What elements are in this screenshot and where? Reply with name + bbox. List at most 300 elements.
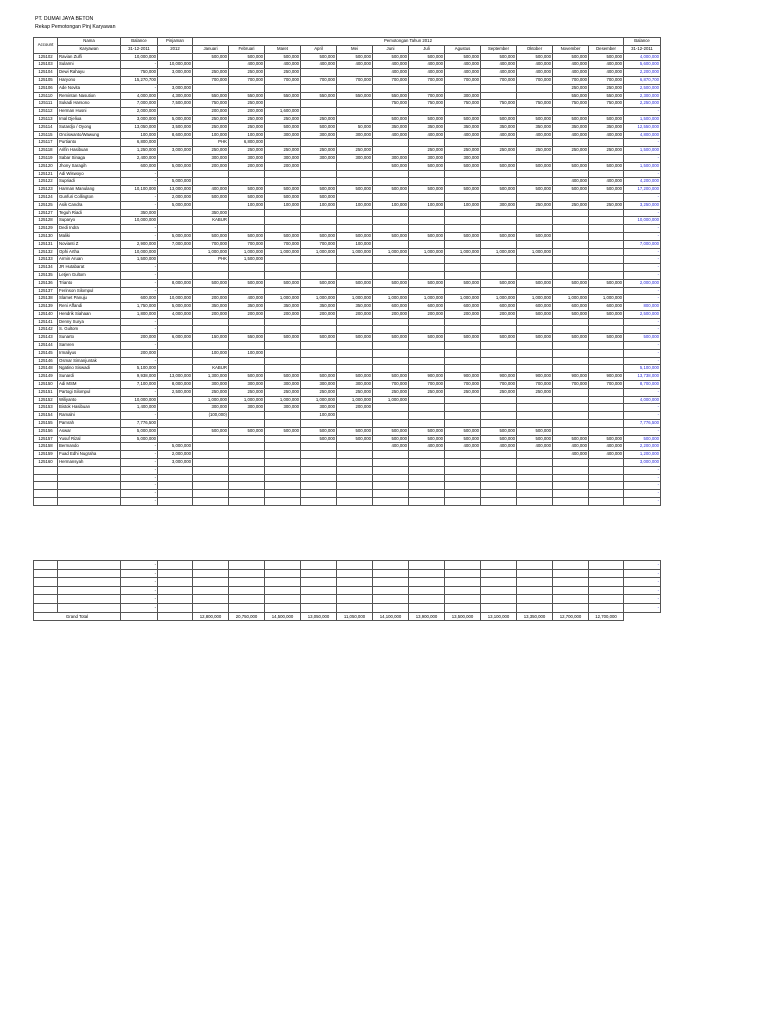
month-cell	[301, 209, 337, 217]
month-cell: 500,000	[409, 435, 445, 443]
balance-cell: 1,400,000	[121, 404, 158, 412]
month-cell: 400,000	[409, 69, 445, 77]
month-cell	[409, 256, 445, 264]
balance-cell: -	[121, 271, 158, 279]
balance-end-cell: 3,000,000	[624, 459, 661, 467]
month-cell	[553, 561, 589, 570]
month-cell	[373, 466, 409, 474]
balance-end-cell: 4,800,000	[624, 131, 661, 139]
account-cell: 125141	[34, 318, 58, 326]
name-cell: Arifin Hasibuan	[58, 147, 121, 155]
month-cell	[301, 162, 337, 170]
account-cell: 125150	[34, 381, 58, 389]
month-cell: 6,800,000	[229, 139, 265, 147]
month-cell	[517, 420, 553, 428]
month-cell	[409, 420, 445, 428]
table-row	[34, 217, 661, 225]
month-cell: 500,000	[409, 279, 445, 287]
month-cell: 500,000	[265, 193, 301, 201]
pinjaman-cell	[158, 435, 193, 443]
name-cell: Sunarto	[58, 334, 121, 342]
name-cell: Ade Novita	[58, 84, 121, 92]
month-cell: 700,000	[445, 381, 481, 389]
table-row	[34, 279, 661, 287]
month-cell: 550,000	[337, 92, 373, 100]
month-cell	[301, 595, 337, 604]
pinjaman-cell: 5,000,000	[158, 178, 193, 186]
month-cell: 600,000	[409, 303, 445, 311]
month-cell: 250,000	[589, 147, 624, 155]
balance-cell: -	[121, 287, 158, 295]
month-cell	[517, 466, 553, 474]
account-cell: 125153	[34, 404, 58, 412]
month-cell: 400,000	[445, 69, 481, 77]
month-cell	[517, 240, 553, 248]
name-cell: Letjen Gultom	[58, 271, 121, 279]
month-cell	[517, 225, 553, 233]
month-cell: 500,000	[373, 115, 409, 123]
account-cell: 125102	[34, 53, 58, 61]
month-cell: 400,000	[553, 178, 589, 186]
month-cell	[301, 569, 337, 578]
name-cell: Samren	[58, 342, 121, 350]
month-cell	[553, 232, 589, 240]
month-cell	[517, 209, 553, 217]
month-cell	[265, 578, 301, 587]
month-cell: 900,000	[445, 373, 481, 381]
balance-cell: 7,776,500	[121, 420, 158, 428]
month-cell	[373, 498, 409, 506]
month-cell: 500,000	[553, 435, 589, 443]
name-cell: Adi Wiswoyo	[58, 170, 121, 178]
pinjaman-cell	[158, 578, 193, 587]
month-cell	[229, 357, 265, 365]
pinjaman-cell	[158, 365, 193, 373]
month-cell	[373, 595, 409, 604]
month-cell	[517, 396, 553, 404]
balance-end-cell: 2,200,000	[624, 443, 661, 451]
month-cell: 200,000	[229, 108, 265, 116]
balance-cell: -	[121, 193, 158, 201]
month-cell	[553, 603, 589, 612]
month-cell: 500,000	[265, 186, 301, 194]
month-cell	[589, 482, 624, 490]
month-cell	[229, 482, 265, 490]
grand-total-month: 13,500,000	[445, 612, 481, 621]
balance-end-cell: -	[624, 154, 661, 162]
table-row	[34, 396, 661, 404]
month-cell	[589, 404, 624, 412]
month-cell	[517, 578, 553, 587]
name-cell: Aswar	[58, 427, 121, 435]
col-balance-end-date: 31-12-2011	[624, 45, 661, 53]
month-cell	[265, 100, 301, 108]
month-cell	[445, 271, 481, 279]
month-cell	[337, 595, 373, 604]
month-cell	[373, 586, 409, 595]
month-cell	[553, 474, 589, 482]
month-cell: 1,000,000	[373, 396, 409, 404]
month-cell: 500,000	[517, 186, 553, 194]
month-cell	[553, 482, 589, 490]
balance-end-cell: 7,776,500	[624, 420, 661, 428]
name-cell: Wiliyanto	[58, 396, 121, 404]
month-cell: 200,000	[229, 162, 265, 170]
month-cell	[481, 412, 517, 420]
month-cell: 350,000	[265, 303, 301, 311]
month-cell	[481, 578, 517, 587]
month-cell	[373, 256, 409, 264]
balance-cell: 6,800,000	[121, 139, 158, 147]
month-cell	[193, 264, 229, 272]
table-row	[34, 287, 661, 295]
pinjaman-cell: 5,000,000	[158, 303, 193, 311]
month-cell	[373, 225, 409, 233]
month-cell	[337, 498, 373, 506]
month-cell	[409, 412, 445, 420]
balance-end-cell: -	[624, 326, 661, 334]
pinjaman-cell: 5,000,000	[158, 162, 193, 170]
month-cell	[265, 84, 301, 92]
account-cell: 125117	[34, 139, 58, 147]
month-cell	[193, 61, 229, 69]
month-cell	[229, 569, 265, 578]
balance-cell: 15,270,700	[121, 76, 158, 84]
col-month: Desember	[589, 45, 624, 53]
month-cell	[589, 388, 624, 396]
account-cell: 125112	[34, 108, 58, 116]
month-cell: 300,000	[445, 154, 481, 162]
balance-end-cell: -	[624, 427, 661, 435]
month-cell	[517, 108, 553, 116]
month-cell	[445, 326, 481, 334]
month-cell	[481, 404, 517, 412]
month-cell	[301, 466, 337, 474]
balance-cell: 350,000	[121, 209, 158, 217]
month-cell: 500,000	[517, 427, 553, 435]
name-cell	[58, 498, 121, 506]
month-cell: 1,000,000	[265, 396, 301, 404]
name-cell	[58, 561, 121, 570]
account-cell: 125115	[34, 131, 58, 139]
month-cell: 500,000	[589, 115, 624, 123]
month-cell: 200,000	[265, 310, 301, 318]
month-cell	[193, 420, 229, 428]
col-balance: Balance	[121, 38, 158, 46]
account-cell	[34, 561, 58, 570]
month-cell: 500,000	[265, 53, 301, 61]
pinjaman-cell: 8,600,000	[158, 131, 193, 139]
month-cell	[553, 217, 589, 225]
pinjaman-cell	[158, 264, 193, 272]
month-cell	[301, 342, 337, 350]
balance-end-cell: -	[624, 603, 661, 612]
month-cell: 250,000	[193, 123, 229, 131]
month-cell: 1,000,000	[229, 248, 265, 256]
table-row	[34, 373, 661, 381]
month-cell	[409, 595, 445, 604]
balance-end-cell: -	[624, 569, 661, 578]
month-cell	[517, 271, 553, 279]
month-cell: 250,000	[229, 69, 265, 77]
name-cell: Ophi Artha	[58, 248, 121, 256]
month-cell	[445, 264, 481, 272]
month-cell	[445, 318, 481, 326]
month-cell: 500,000	[373, 232, 409, 240]
pinjaman-cell	[158, 248, 193, 256]
month-cell	[373, 482, 409, 490]
balance-cell: -	[121, 84, 158, 92]
month-cell	[409, 466, 445, 474]
month-cell	[337, 357, 373, 365]
month-cell: 750,000	[481, 100, 517, 108]
month-cell	[229, 474, 265, 482]
month-cell	[481, 256, 517, 264]
month-cell	[445, 561, 481, 570]
month-cell	[481, 217, 517, 225]
balance-end-cell: -	[624, 170, 661, 178]
pinjaman-cell	[158, 474, 193, 482]
month-cell: 500,000	[337, 232, 373, 240]
balance-end-cell: -	[624, 357, 661, 365]
month-cell: 350,000	[445, 123, 481, 131]
month-cell	[409, 365, 445, 373]
balance-end-cell: -	[624, 498, 661, 506]
month-cell: 600,000	[589, 303, 624, 311]
month-cell	[553, 318, 589, 326]
month-cell: 700,000	[553, 381, 589, 389]
month-cell	[553, 209, 589, 217]
month-cell: 500,000	[229, 186, 265, 194]
month-cell: 500,000	[301, 232, 337, 240]
table-row	[34, 139, 661, 147]
month-cell	[517, 586, 553, 595]
balance-cell: 100,000	[121, 131, 158, 139]
month-cell	[265, 482, 301, 490]
month-cell	[481, 482, 517, 490]
month-cell: 1,300,000	[193, 373, 229, 381]
month-cell	[229, 287, 265, 295]
month-cell: 500,000	[409, 334, 445, 342]
month-cell: 550,000	[553, 92, 589, 100]
month-cell	[589, 271, 624, 279]
table-row	[34, 209, 661, 217]
month-cell	[193, 318, 229, 326]
month-cell: 300,000	[301, 154, 337, 162]
account-cell	[34, 603, 58, 612]
month-cell: 300,000	[445, 92, 481, 100]
pinjaman-cell	[158, 396, 193, 404]
month-cell: 400,000	[589, 178, 624, 186]
month-cell	[229, 178, 265, 186]
month-cell: 700,000	[229, 240, 265, 248]
month-cell: 350,000	[337, 303, 373, 311]
month-cell: KABUR	[193, 365, 229, 373]
table-row	[34, 248, 661, 256]
month-cell: 500,000	[481, 162, 517, 170]
month-cell	[229, 603, 265, 612]
account-cell: 125146	[34, 357, 58, 365]
month-cell	[589, 349, 624, 357]
account-cell: 125152	[34, 396, 58, 404]
month-cell	[517, 139, 553, 147]
month-cell: 100,000	[337, 201, 373, 209]
month-cell: 500,000	[553, 53, 589, 61]
month-cell	[301, 586, 337, 595]
month-cell: 400,000	[553, 131, 589, 139]
month-cell	[589, 459, 624, 467]
month-cell	[481, 170, 517, 178]
pinjaman-cell: 8,000,000	[158, 381, 193, 389]
table-row	[34, 310, 661, 318]
table-row	[34, 435, 661, 443]
month-cell	[265, 225, 301, 233]
name-cell: JR Hutabarat	[58, 264, 121, 272]
table-row	[34, 240, 661, 248]
summary-row	[34, 586, 661, 595]
month-cell	[229, 586, 265, 595]
month-cell: 500,000	[373, 435, 409, 443]
month-cell: 500,000	[517, 232, 553, 240]
month-cell	[553, 420, 589, 428]
month-cell	[409, 326, 445, 334]
month-cell	[589, 209, 624, 217]
pinjaman-cell: 10,000,000	[158, 295, 193, 303]
month-cell	[229, 318, 265, 326]
month-cell	[553, 412, 589, 420]
month-cell	[337, 586, 373, 595]
month-cell: 500,000	[589, 186, 624, 194]
month-cell	[517, 474, 553, 482]
month-cell: 700,000	[589, 381, 624, 389]
name-cell: Irmaliyus	[58, 349, 121, 357]
account-cell: 125149	[34, 373, 58, 381]
month-cell: 400,000	[553, 443, 589, 451]
month-cell: 550,000	[373, 92, 409, 100]
month-cell: 250,000	[229, 123, 265, 131]
account-cell: 125120	[34, 162, 58, 170]
month-cell	[445, 451, 481, 459]
month-cell	[553, 498, 589, 506]
month-cell	[193, 201, 229, 209]
month-cell	[589, 225, 624, 233]
col-balance-end: Balance	[624, 38, 661, 46]
account-cell: 125156	[34, 427, 58, 435]
balance-end-cell: 5,100,000	[624, 365, 661, 373]
month-cell	[301, 451, 337, 459]
pinjaman-cell	[158, 326, 193, 334]
balance-end-cell: -	[624, 256, 661, 264]
month-cell	[337, 162, 373, 170]
month-cell: 750,000	[553, 100, 589, 108]
pinjaman-cell: 4,300,000	[158, 92, 193, 100]
month-cell	[337, 466, 373, 474]
balance-cell: 7,000,000	[121, 100, 158, 108]
month-cell	[481, 326, 517, 334]
month-cell	[229, 342, 265, 350]
month-cell: 500,000	[193, 232, 229, 240]
account-cell	[34, 595, 58, 604]
month-cell	[193, 84, 229, 92]
balance-cell: -	[121, 490, 158, 498]
month-cell	[337, 569, 373, 578]
account-cell: 125135	[34, 271, 58, 279]
balance-end-cell: -	[624, 295, 661, 303]
month-cell	[445, 490, 481, 498]
month-cell: 250,000	[193, 69, 229, 77]
month-cell	[265, 490, 301, 498]
month-cell	[481, 318, 517, 326]
month-cell	[481, 561, 517, 570]
month-cell: 1,000,000	[589, 295, 624, 303]
month-cell: PHK	[193, 139, 229, 147]
account-cell: 125131	[34, 240, 58, 248]
balance-cell: -	[121, 264, 158, 272]
month-cell	[229, 435, 265, 443]
month-cell	[265, 326, 301, 334]
balance-end-cell: -	[624, 388, 661, 396]
balance-cell: -	[121, 61, 158, 69]
grand-total-row	[34, 612, 661, 621]
month-cell: 400,000	[193, 186, 229, 194]
name-cell: Pamrah	[58, 420, 121, 428]
month-cell	[445, 139, 481, 147]
month-cell	[517, 490, 553, 498]
pinjaman-cell: 3,000,000	[158, 147, 193, 155]
account-cell: 125118	[34, 147, 58, 155]
month-cell: 250,000	[517, 388, 553, 396]
balance-cell: -	[121, 318, 158, 326]
name-cell: Novianti Z	[58, 240, 121, 248]
month-cell	[553, 595, 589, 604]
month-cell	[265, 474, 301, 482]
month-cell	[193, 451, 229, 459]
month-cell: 1,000,000	[337, 396, 373, 404]
name-cell: Sabar Sinaga	[58, 154, 121, 162]
balance-cell: 9,938,000	[121, 373, 158, 381]
month-cell	[517, 561, 553, 570]
month-cell: 700,000	[373, 76, 409, 84]
month-cell: 200,000	[337, 310, 373, 318]
month-cell	[517, 357, 553, 365]
balance-end-cell: -	[624, 578, 661, 587]
account-cell: 125151	[34, 388, 58, 396]
month-cell	[553, 139, 589, 147]
month-cell	[517, 412, 553, 420]
balance-cell: 2,000,000	[121, 108, 158, 116]
month-cell	[373, 209, 409, 217]
month-cell	[445, 84, 481, 92]
grand-total-month: 13,350,000	[517, 612, 553, 621]
month-cell	[265, 435, 301, 443]
month-cell	[373, 217, 409, 225]
balance-cell: -	[121, 279, 158, 287]
month-cell: 250,000	[589, 84, 624, 92]
table-row	[34, 76, 661, 84]
name-cell	[58, 466, 121, 474]
month-cell	[265, 466, 301, 474]
month-cell	[481, 569, 517, 578]
month-cell: 500,000	[589, 162, 624, 170]
month-cell	[553, 586, 589, 595]
col-account: Account	[34, 38, 58, 54]
month-cell	[409, 349, 445, 357]
month-cell	[481, 451, 517, 459]
name-cell: Denny Surya	[58, 318, 121, 326]
month-cell: 300,000	[265, 381, 301, 389]
month-cell: 1,000,000	[373, 248, 409, 256]
month-cell	[265, 365, 301, 373]
